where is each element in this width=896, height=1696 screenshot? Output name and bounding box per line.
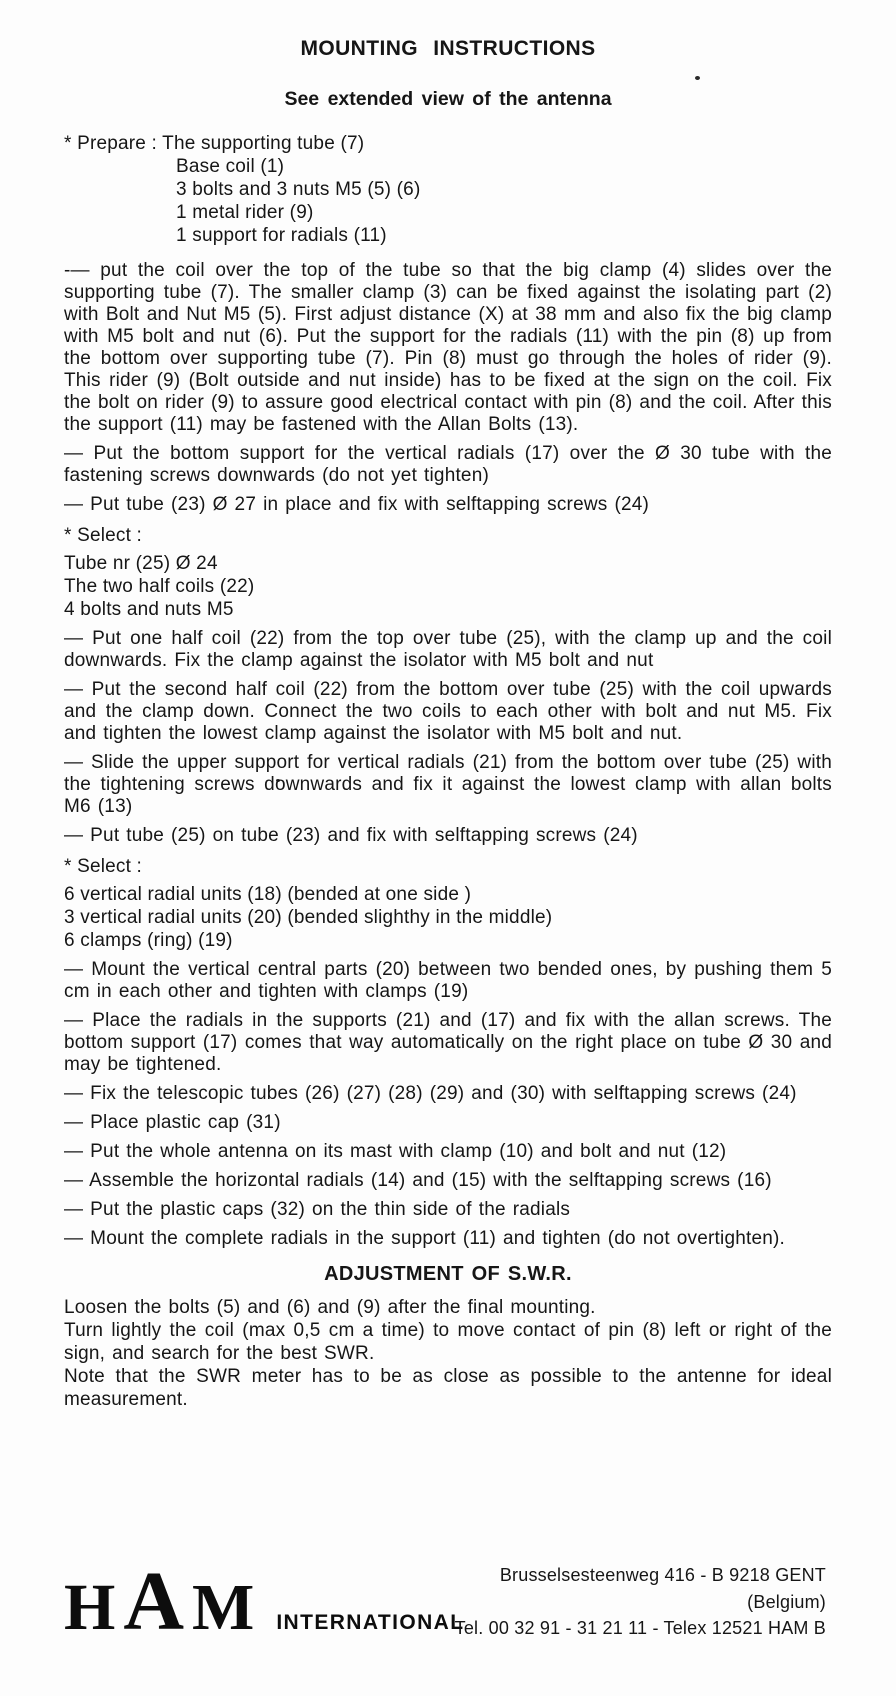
step-horizontal-radials: — Assemble the horizontal radials (14) and (15) with the selftapping screws (16) <box>64 1170 772 1191</box>
step-mount-complete-radials: — Mount the complete radials in the support (11) and tighten (do not overtighten). <box>64 1228 785 1249</box>
select-item: 6 vertical radial units (18) (bended at one side ) <box>64 884 472 905</box>
address-street-line: Brusselsesteenweg 416 - B 9218 GENT <box>499 1565 826 1585</box>
page-subtitle: See extended view of the antenna <box>284 88 612 110</box>
prepare-lead-line: * Prepare : The supporting tube (7) <box>64 133 365 154</box>
select-item: Tube nr (25) Ø 24 <box>64 553 218 574</box>
logo-international-wordmark: INTERNATIONAL <box>276 1611 465 1634</box>
step-bottom-support: — Put the bottom support for the vertical radials (17) over the Ø 30 tube with the fastening screws downwards (do not yet tighten) <box>64 443 832 486</box>
page-title: MOUNTING INSTRUCTIONS <box>300 37 596 60</box>
step-tube-23: — Put tube (23) Ø 27 in place and fix with selftapping screws (24) <box>64 494 650 515</box>
select-items <box>64 883 832 952</box>
letterhead-footer <box>64 1556 826 1676</box>
address-country-line: (Belgium) <box>747 1591 826 1612</box>
swr-instruction-line: Note that the SWR meter has to be as close as possible to the antenne for ideal measurement. <box>64 1366 832 1410</box>
step-put-coil-over-tube: -— put the coil over the top of the tube so that the big clamp (4) slides over the supporting tube (7). The smaller clamp (3) can be fixed against the isolating part (2) with Bolt and Nut M5 (5). First adjust distance (X) at 38 mm and also fix the big clamp with M5 bolt and nut (6). Put the support for the radials (11) with the pin (8) up from the bottom over supporting tube (7). Pin (8) must go through the holes of rider (9). This rider (9) (Bolt outside and nut inside) has to be fixed at the sign on the coil. Fix the bolt on rider (9) to assure good electrical contact with pin (8) and the coil. After this the support (11) may be fastened with the Allan Bolts (13). <box>64 260 832 435</box>
select-item: 4 bolts and nuts M5 <box>64 599 234 620</box>
step-mount-central-parts: — Mount the vertical central parts (20) between two bended ones, by pushing them 5 cm in each other and tighten with clamps (19) <box>64 959 832 1002</box>
select-item: 3 vertical radial units (20) (bended slighthy in the middle) <box>64 907 553 928</box>
swr-instructions <box>64 1296 832 1411</box>
select-label: * Select : <box>64 525 143 546</box>
prepare-item: Base coil (1) <box>176 156 285 177</box>
select-label: * Select : <box>64 856 143 877</box>
swr-section-heading: ADJUSTMENT OF S.W.R. <box>324 1263 572 1285</box>
select-items <box>64 552 832 621</box>
logo-letter-a: A <box>123 1555 185 1648</box>
swr-instruction-line: Turn lightly the coil (max 0,5 cm a time) to move contact of pin (8) left or right of the sign, and search for the best SWR. <box>64 1320 832 1364</box>
prepare-item: 3 bolts and 3 nuts M5 (5) (6) <box>176 179 421 200</box>
logo-letter-m: M <box>192 1571 255 1644</box>
step-place-radials: — Place the radials in the supports (21) and (17) and fix with the allan screws. The bottom support (17) comes that way automatically on the right place on tube Ø 30 and may be tightened. <box>64 1010 832 1075</box>
select-item: The two half coils (22) <box>64 576 255 597</box>
prepare-item: 1 support for radials (11) <box>176 225 387 246</box>
address-phone-telex-line: Tel. 00 32 91 - 31 21 11 - Telex 12521 HAM B <box>454 1618 826 1638</box>
step-half-coil-top: — Put one half coil (22) from the top over tube (25), with the clamp up and the coil downwards. Fix the clamp against the isolator with M5 bolt and nut <box>64 628 832 671</box>
prepare-item: 1 metal rider (9) <box>176 202 314 223</box>
step-mast-clamp: — Put the whole antenna on its mast with clamp (10) and bolt and nut (12) <box>64 1141 727 1162</box>
step-half-coil-bottom: — Put the second half coil (22) from the bottom over tube (25) with the coil upwards and the clamp down. Connect the two coils to each other with bolt and nut M5. Fix and tighten the lowest clamp against the isolator with M5 bolt and nut. <box>64 679 832 744</box>
step-plastic-cap: — Place plastic cap (31) <box>64 1112 281 1133</box>
select-list-2 <box>64 856 832 952</box>
page-content <box>64 38 832 1411</box>
ham-international-logo <box>64 1555 465 1648</box>
step-upper-support: — Slide the upper support for vertical radials (21) from the bottom over tube (25) with the tightening screws downwards and fix it against the lowest clamp with allan bolts M6 (13) <box>64 752 832 817</box>
company-address-block <box>455 1562 826 1642</box>
step-telescopic-tubes: — Fix the telescopic tubes (26) (27) (28) (29) and (30) with selftapping screws (24) <box>64 1083 797 1104</box>
step-plastic-caps-32: — Put the plastic caps (32) on the thin side of the radials <box>64 1199 571 1220</box>
step-tube-25-on-23: — Put tube (25) on tube (23) and fix with selftapping screws (24) <box>64 825 638 846</box>
prepare-list <box>64 132 832 247</box>
logo-letter-h: H <box>64 1571 116 1644</box>
swr-instruction-line: Loosen the bolts (5) and (6) and (9) after the final mounting. <box>64 1297 596 1318</box>
select-list-1 <box>64 525 832 621</box>
select-item: 6 clamps (ring) (19) <box>64 930 233 951</box>
